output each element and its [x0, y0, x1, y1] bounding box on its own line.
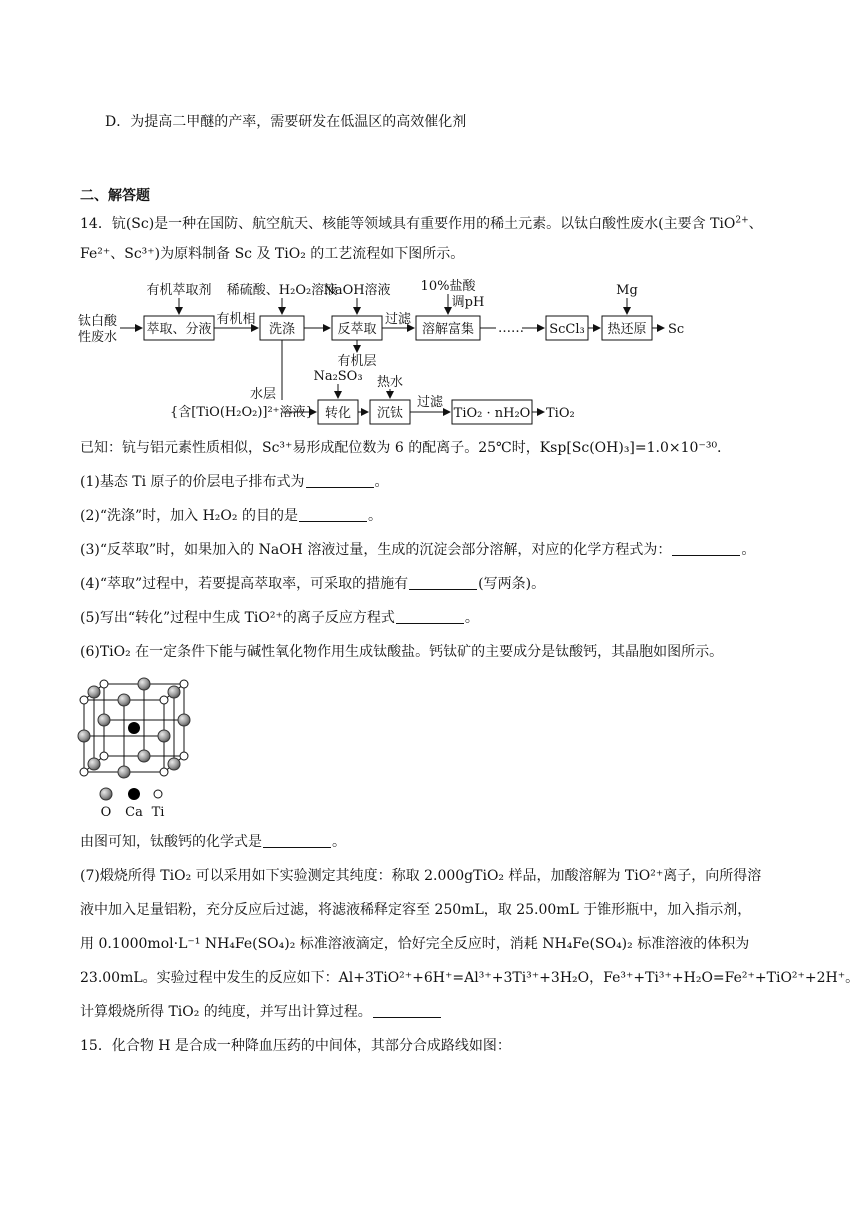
q7-answer-blank[interactable] [373, 1003, 441, 1018]
q14-intro-text: 14．钪(Sc)是一种在国防、航空航天、核能等领域具有重要作用的稀土元素。以钛白酸性废水(主要含 TiO [80, 216, 736, 232]
reagent-extractant: 有机萃取剂 [146, 283, 212, 298]
q4-end: (写两条)。 [478, 576, 546, 592]
q14-part2 [80, 506, 382, 526]
q14-intro-sup: 2+ [735, 215, 749, 226]
label-organic-phase: 有机相 [216, 312, 256, 327]
box-extract-label: 萃取、分液 [146, 322, 212, 337]
label-dots: …… [498, 321, 524, 336]
q3-end: 。 [741, 542, 756, 558]
process-flow-diagram [76, 276, 696, 428]
q4-text: (4)“萃取”过程中，若要提高萃取率，可采取的措施有 [80, 576, 409, 592]
box-reduce-label: 热还原 [607, 322, 647, 337]
q14-intro-comma: 、 [748, 216, 763, 232]
q2-answer-blank[interactable] [299, 507, 367, 522]
q14-part7-line5 [80, 1002, 442, 1022]
q3-answer-blank[interactable] [672, 541, 740, 556]
q2-end: 。 [367, 508, 382, 524]
reagent-hcl: 10%盐酸 [420, 279, 476, 294]
legend-ca: Ca [125, 805, 143, 820]
label-solution: {含[TiO(H₂O₂)]²⁺溶液} [170, 405, 314, 420]
q14-part5 [80, 608, 479, 628]
legend-o: O [100, 805, 112, 820]
reagent-ph: 调pH [451, 295, 485, 310]
q1-end: 。 [374, 474, 389, 490]
q7-text: 计算煅烧所得 TiO₂ 的纯度，并写出计算过程。 [80, 1004, 372, 1020]
label-filter-2: 过滤 [416, 395, 444, 410]
q2-text: (2)“洗涤”时，加入 H₂O₂ 的目的是 [80, 508, 298, 524]
q14-part7-line3: 用 0.1000mol·L⁻¹ NH₄Fe(SO₄)₂ 标准溶液滴定，恰好完全反应时，消耗 NH₄Fe(SO₄)₂ 标准溶液的体积为 [80, 936, 750, 952]
q6b-answer-blank[interactable] [263, 833, 331, 848]
legend-ti: Ti [151, 805, 165, 820]
reagent-acid: 稀硫酸、H₂O₂溶液 [226, 283, 338, 298]
q14-part6b [80, 832, 346, 852]
box-back-label: 反萃取 [337, 322, 377, 337]
box-precip-label: 沉钛 [376, 406, 404, 421]
q14-part6: (6)TiO₂ 在一定条件下能与碱性氧化物作用生成钛酸盐。钙钛矿的主要成分是钛酸钙，其晶胞如图所示。 [80, 644, 724, 660]
q14-part1 [80, 472, 389, 492]
label-aqueous: 水层 [249, 387, 276, 402]
box-convert-label: 转化 [324, 406, 352, 421]
product-tio2: TiO₂ [546, 406, 575, 421]
product-sc: Sc [668, 322, 685, 337]
q14-part4 [80, 574, 545, 594]
q14-part7-line2: 液中加入足量铝粉，充分反应后过滤，将滤液稀释定容至 250mL，取 25.00mL 于锥形瓶中，加入指示剂， [80, 902, 752, 918]
reagent-na2so3: Na₂SO₃ [313, 369, 363, 384]
reagent-naoh: NaOH溶液 [323, 283, 391, 298]
q4-answer-blank[interactable] [409, 575, 477, 590]
q6b-end: 。 [332, 834, 346, 850]
box-tio2n-label: TiO₂ · nH₂O [453, 406, 531, 421]
label-organic-layer: 有机层 [337, 354, 377, 369]
reagent-mg: Mg [616, 283, 638, 298]
crystal-cell-diagram [76, 676, 196, 822]
box-sccl3-label: ScCl₃ [549, 322, 585, 337]
q14-part7-line4: 23.00mL。实验过程中发生的反应如下：Al+3TiO²⁺+6H⁺=Al³⁺+3Ti³⁺+3H₂O，Fe³⁺+Ti³⁺+H₂O=Fe²⁺+TiO²⁺+2H⁺。 [80, 970, 860, 986]
q14-known: 已知：钪与铝元素性质相似，Sc³⁺易形成配位数为 6 的配离子。25℃时，Ksp[Sc(OH)₃]=1.0×10⁻³⁰. [80, 440, 722, 456]
q1-text: (1)基态 Ti 原子的价层电子排布式为 [80, 474, 305, 490]
q3-text: (3)“反萃取”时，如果加入的 NaOH 溶液过量，生成的沉淀会部分溶解，对应的化学方程式为： [80, 542, 672, 558]
box-wash-label: 洗涤 [268, 322, 296, 337]
q14-intro-line1 [80, 214, 763, 234]
q14-part7-line1: (7)煅烧所得 TiO₂ 可以采用如下实验测定其纯度：称取 2.000gTiO₂ 样品，加酸溶解为 TiO²⁺离子，向所得溶 [80, 868, 762, 884]
flow-start-label-1: 钛白酸 [78, 314, 118, 329]
q14-intro-line2: Fe²⁺、Sc³⁺)为原料制备 Sc 及 TiO₂ 的工艺流程如下图所示。 [80, 246, 465, 262]
q6b-text: 由图可知，钛酸钙的化学式是 [80, 834, 262, 850]
box-dissolve-label: 溶解富集 [421, 322, 475, 337]
reagent-hotwater: 热水 [376, 375, 404, 390]
calcium-atom [128, 722, 140, 734]
q5-end: 。 [464, 610, 479, 626]
q14-part3 [80, 540, 755, 560]
option-d: D．为提高二甲醚的产率，需要研发在低温区的高效催化剂 [105, 114, 467, 130]
q1-answer-blank[interactable] [306, 473, 374, 488]
label-filter-1: 过滤 [384, 312, 412, 327]
flow-start-label-2: 性废水 [78, 330, 118, 345]
q5-answer-blank[interactable] [396, 609, 464, 624]
section-title: 二、解答题 [80, 188, 150, 204]
q15-intro: 15．化合物 H 是合成一种降血压药的中间体，其部分合成路线如图： [80, 1038, 511, 1054]
q5-text: (5)写出“转化”过程中生成 TiO²⁺的离子反应方程式 [80, 610, 395, 626]
